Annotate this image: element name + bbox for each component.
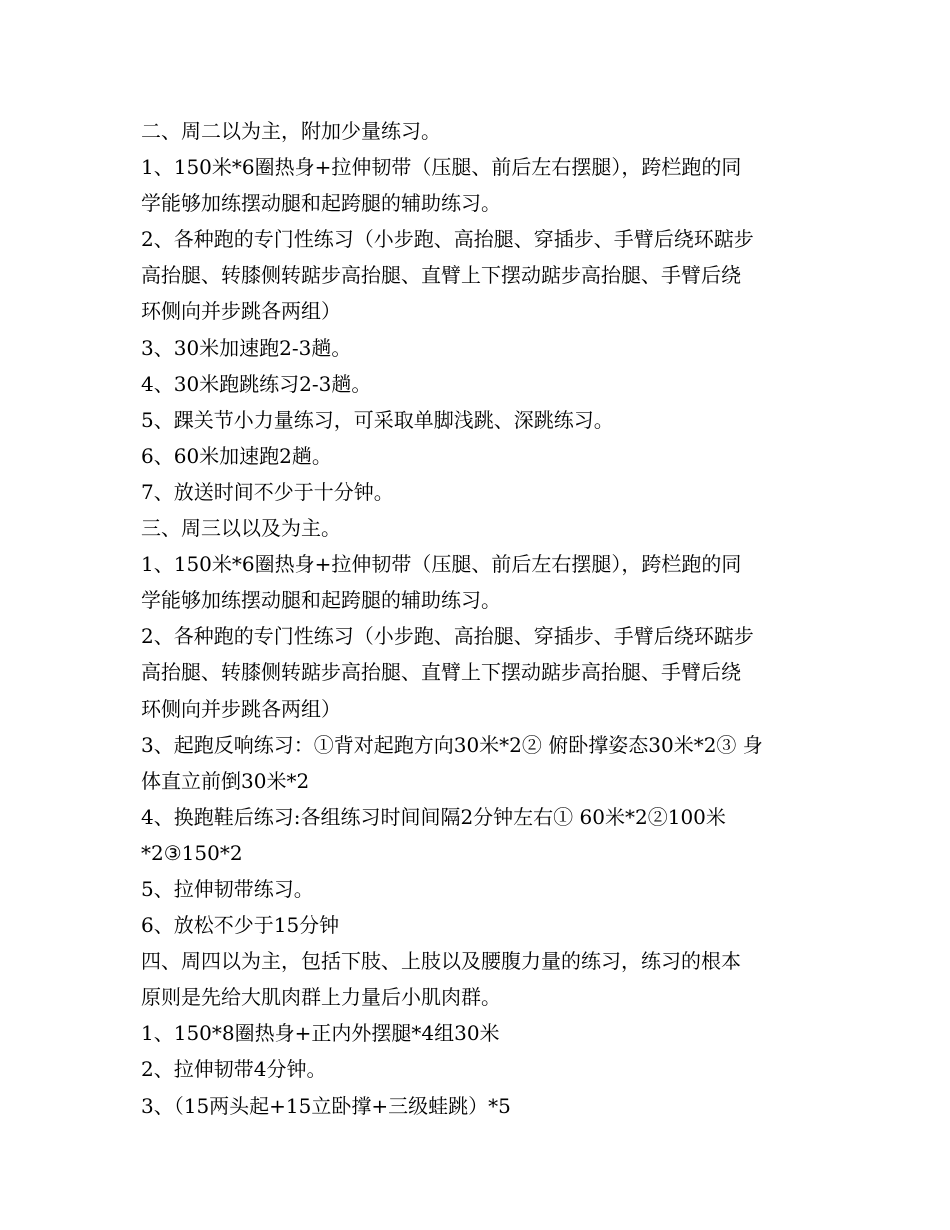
text-line: 4、30米跑跳练习2-3趟。 (141, 371, 372, 396)
text-line: 5、拉伸韧带练习。 (141, 876, 314, 901)
text-line: 3、30米加速跑2-3趟。 (141, 335, 352, 360)
text-line: 1、150米*6圈热身+拉伸韧带（压腿、前后左右摆腿），跨栏跑的同 (141, 552, 742, 577)
text-line: *2③150*2 (141, 840, 243, 865)
text-line: 高抬腿、转膝侧转踮步高抬腿、直臂上下摆动踮步高抬腿、手臂后绕 (141, 263, 741, 288)
text-line: 高抬腿、转膝侧转踮步高抬腿、直臂上下摆动踮步高抬腿、手臂后绕 (141, 660, 741, 685)
text-line: 原则是先给大肌肉群上力量后小肌肉群。 (141, 985, 501, 1010)
text-line: 环侧向并步跳各两组） (141, 696, 341, 721)
text-line: 环侧向并步跳各两组） (141, 299, 341, 324)
text-line: 7、放送时间不少于十分钟。 (141, 479, 394, 504)
text-line: 2、各种跑的专门性练习（小步跑、高抬腿、穿插步、手臂后绕环踮步 (141, 624, 754, 649)
section-heading-wednesday: 三、周三以以及为主。 (141, 516, 341, 541)
text-line: 1、150*8圈热身+正内外摆腿*4组30米 (141, 1021, 500, 1046)
text-line: 3、起跑反响练习：①背对起跑方向30米*2② 俯卧撑姿态30米*2③ 身 (141, 732, 763, 757)
text-line: 1、150米*6圈热身+拉伸韧带（压腿、前后左右摆腿），跨栏跑的同 (141, 155, 742, 180)
text-line: 3、（15两头起+15立卧撑+三级蛙跳）*5 (141, 1093, 511, 1118)
section-heading-tuesday: 二、周二以为主，附加少量练习。 (141, 119, 441, 143)
text-line: 6、放松不少于15分钟 (141, 913, 340, 938)
text-line: 学能够加练摆动腿和起跨腿的辅助练习。 (141, 588, 501, 613)
text-line: 学能够加练摆动腿和起跨腿的辅助练习。 (141, 191, 501, 216)
text-line: 体直立前倒30米*2 (141, 768, 310, 793)
document-body (141, 113, 813, 1124)
text-line: 4、换跑鞋后练习:各组练习时间间隔2分钟左右① 60米*2②100米 (141, 804, 726, 829)
text-line: 2、各种跑的专门性练习（小步跑、高抬腿、穿插步、手臂后绕环踮步 (141, 227, 754, 252)
text-line: 5、踝关节小力量练习，可采取单脚浅跳、深跳练习。 (141, 407, 614, 432)
text-line: 6、60米加速跑2趟。 (141, 443, 332, 468)
text-line: 2、拉伸韧带4分钟。 (141, 1057, 327, 1082)
section-heading-thursday: 四、周四以为主，包括下肢、上肢以及腰腹力量的练习，练习的根本 (141, 949, 741, 974)
